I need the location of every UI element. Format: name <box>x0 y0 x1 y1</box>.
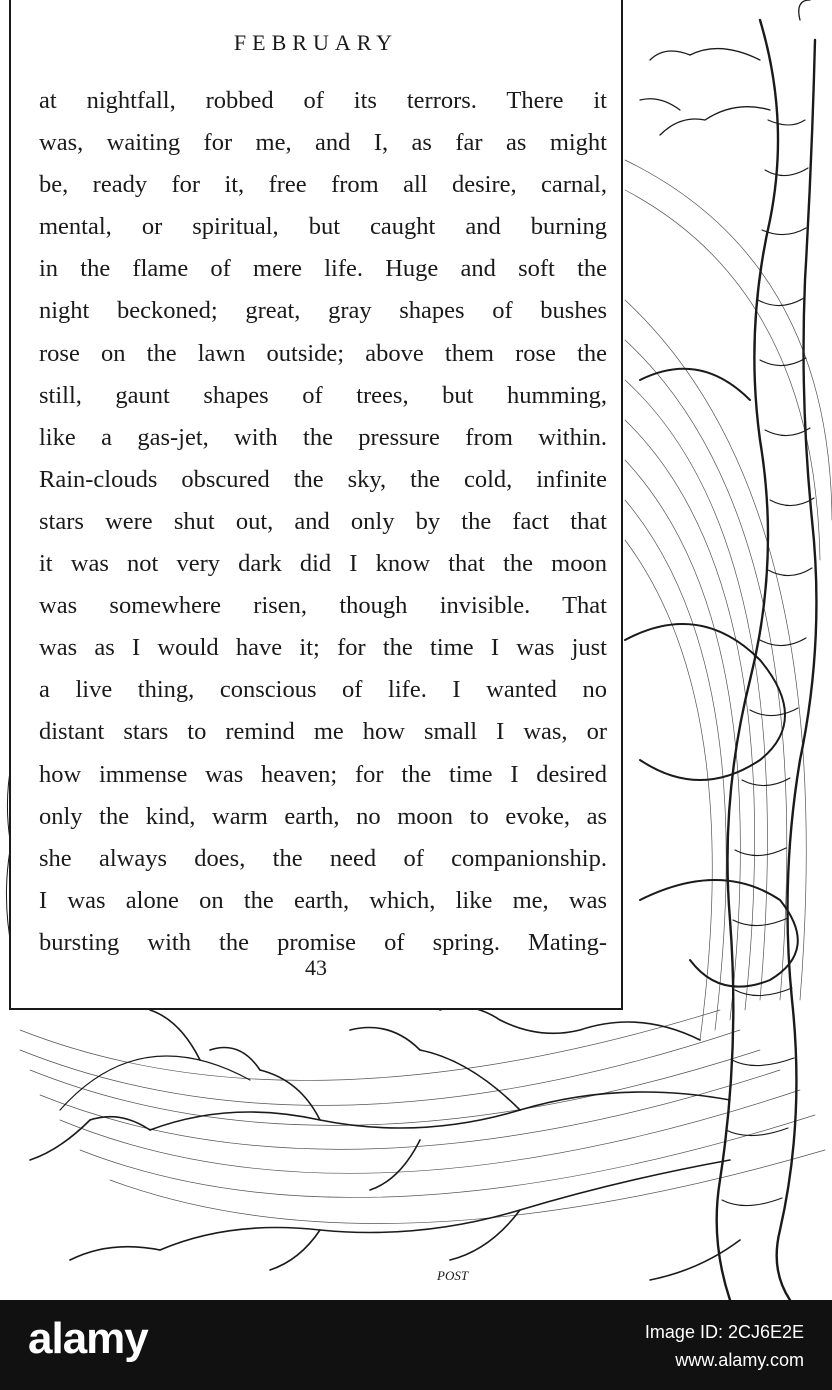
running-head: FEBRUARY <box>233 30 399 55</box>
page-number: 43 <box>305 955 327 980</box>
text-line: distant stars to remind me how small I was, or <box>39 718 607 746</box>
text-line: still, gaunt shapes of trees, but humming, <box>39 381 607 409</box>
text-panel <box>9 0 623 1010</box>
text-line: was as I would have it; for the time I was just <box>39 634 607 662</box>
text-line: she always does, the need of companionship. <box>39 844 607 872</box>
signature-text: POST <box>437 1268 469 1283</box>
text-line: be, ready for it, free from all desire, carnal, <box>39 171 607 199</box>
image-id: Image ID: 2CJ6E2E <box>644 1322 804 1342</box>
text-line: a live thing, conscious of life. I wanted no <box>39 676 607 704</box>
stock-footer <box>0 1300 832 1390</box>
artist-signature <box>433 1260 483 1290</box>
text-line: only the kind, warm earth, no moon to evoke, as <box>39 802 607 830</box>
text-line: mental, or spiritual, but caught and burning <box>39 213 607 241</box>
text-line: I was alone on the earth, which, like me, was <box>39 886 607 914</box>
text-line: at nightfall, robbed of its terrors. There it <box>39 87 607 114</box>
text-line: was, waiting for me, and I, as far as might <box>39 129 607 157</box>
site-link[interactable]: www.alamy.com <box>675 1350 804 1370</box>
text-line: stars were shut out, and only by the fact that <box>39 507 607 535</box>
text-line: like a gas-jet, with the pressure from within. <box>39 423 607 451</box>
brand-logo[interactable]: alamy <box>28 1314 148 1363</box>
text-line: in the flame of mere life. Huge and soft the <box>39 255 607 283</box>
text-line: bursting with the promise of spring. Mating- <box>39 928 607 956</box>
text-line: rose on the lawn outside; above them rose the <box>39 339 607 367</box>
text-line: how immense was heaven; for the time I desired <box>39 760 607 788</box>
text-line: night beckoned; great, gray shapes of bushes <box>39 297 607 325</box>
body-text <box>39 80 607 964</box>
text-line: Rain-clouds obscured the sky, the cold, infinite <box>39 465 607 493</box>
text-line: it was not very dark did I know that the moon <box>39 550 607 578</box>
text-line: was somewhere risen, though invisible. That <box>39 592 607 620</box>
